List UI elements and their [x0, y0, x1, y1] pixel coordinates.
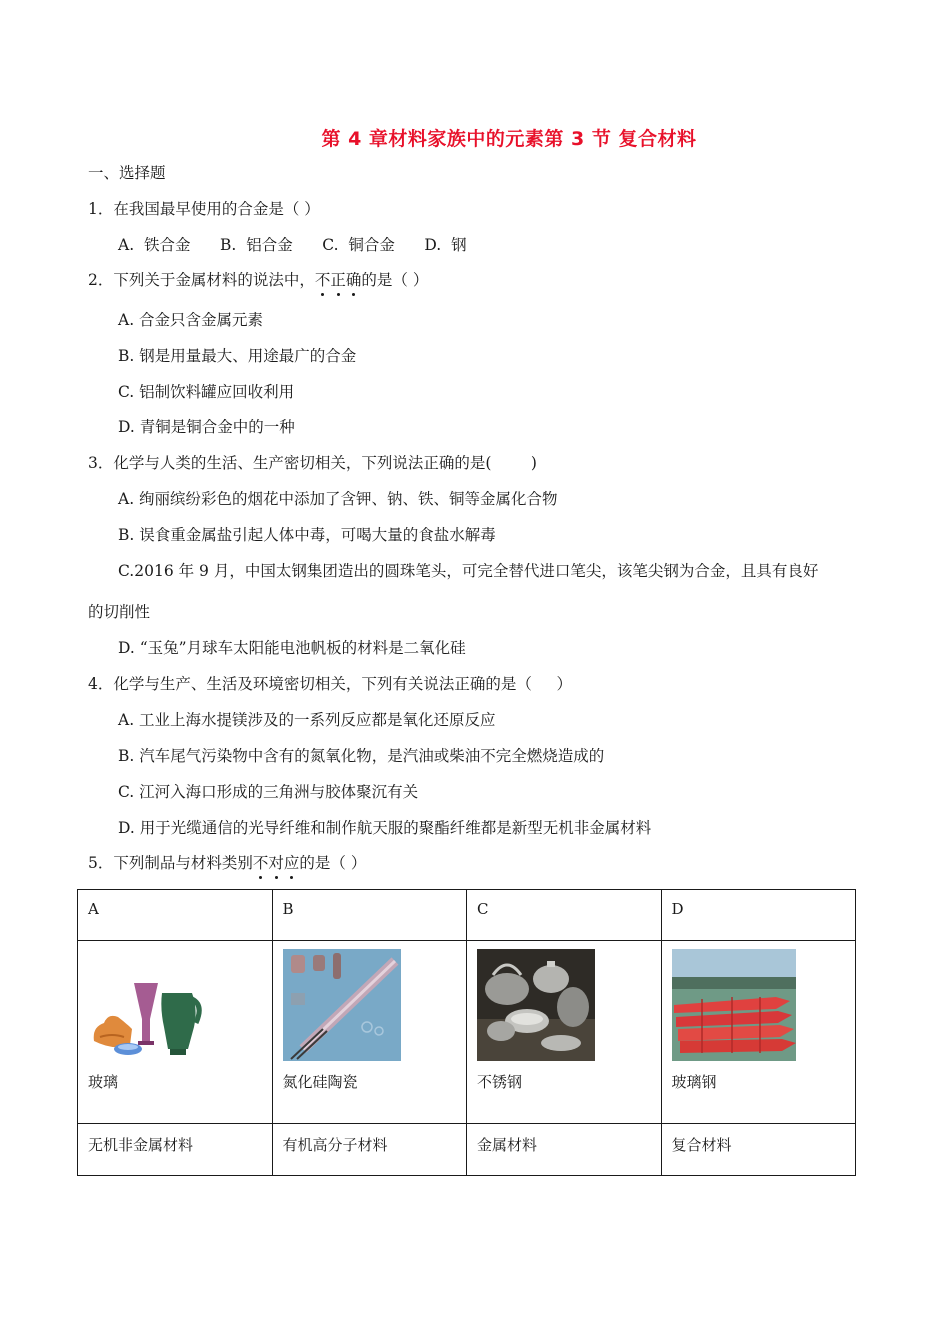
table-cell [272, 941, 467, 1124]
table-cell: 无机非金属材料 [78, 1124, 273, 1176]
emphasis-char: 正 [330, 271, 346, 289]
table-cell [661, 941, 856, 1124]
silicon-nitride-ceramic-image [283, 949, 401, 1061]
product-name: 玻璃钢 [671, 1073, 717, 1091]
question-2-stem-pre: 2．下列关于金属材料的说法中， [88, 271, 315, 289]
product-name: 不锈钢 [477, 1073, 523, 1091]
table-header-row [78, 890, 856, 941]
question-4-stem: 4．化学与生产、生活及环境密切相关，下列有关说法正确的是（ ） [88, 675, 572, 693]
emphasis-char: 应 [283, 854, 300, 872]
materials-table [77, 889, 856, 1176]
question-4-option-c: C. 江河入海口形成的三角洲与胶体聚沉有关 [118, 783, 419, 801]
emphasis-char: 对 [268, 854, 284, 872]
question-5-stem-post: 的是（ ） [299, 854, 367, 872]
question-2-stem-post: 的是（ ） [361, 271, 429, 289]
question-3-option-c-continued: 的切削性 [88, 603, 151, 621]
table-product-row [78, 941, 856, 1124]
table-header-cell: C [467, 890, 662, 941]
question-5-stem [88, 852, 366, 874]
question-1-options: A. 铁合金 B. 铝合金 C. 铜合金 D. 钢 [118, 236, 467, 254]
table-header-cell: B [272, 890, 467, 941]
question-4-option-d: D. 用于光缆通信的光导纤维和制作航天服的聚酯纤维都是新型无机非金属材料 [118, 819, 652, 837]
fiberglass-boats-image [672, 949, 796, 1061]
question-3-option-d: D. “玉兔”月球车太阳能电池帆板的材料是二氧化硅 [118, 639, 466, 657]
question-2-stem [88, 269, 428, 291]
glassware-image [88, 979, 206, 1061]
question-3-option-b: B. 误食重金属盐引起人体中毒，可喝大量的食盐水解毒 [118, 526, 496, 544]
table-cell: 金属材料 [467, 1124, 662, 1176]
table-header-cell: A [78, 890, 273, 941]
question-2-option-a: A. 合金只含金属元素 [118, 311, 264, 329]
emphasis-char: 确 [345, 271, 362, 289]
table-cell: 复合材料 [661, 1124, 856, 1176]
table-cell [78, 941, 273, 1124]
question-3-option-a: A. 绚丽缤纷彩色的烟花中添加了含钾、钠、铁、铜等金属化合物 [118, 490, 558, 508]
question-3-stem: 3．化学与人类的生活、生产密切相关，下列说法正确的是( ) [88, 454, 537, 472]
question-2-option-c: C. 铝制饮料罐应回收利用 [118, 383, 295, 401]
product-name: 玻璃 [88, 1073, 119, 1091]
emphasis-char: 不 [252, 854, 269, 872]
question-4-option-a: A. 工业上海水提镁涉及的一系列反应都是氧化还原反应 [118, 711, 496, 729]
page-title: 第 4 章材料家族中的元素第 3 节 复合材料 [321, 128, 697, 150]
table-cell: 有机高分子材料 [272, 1124, 467, 1176]
question-3-option-c: C.2016 年 9 月，中国太钢集团造出的圆珠笔头，可完全替代进口笔尖，该笔尖钢为合金，且具有良好 [118, 562, 819, 580]
section-heading: 一、选择题 [88, 164, 166, 182]
question-1-stem: 1．在我国最早使用的合金是（ ） [88, 200, 320, 218]
question-5-stem-pre: 5．下列制品与材料类别 [88, 854, 253, 872]
question-4-option-b: B. 汽车尾气污染物中含有的氮氧化物，是汽油或柴油不完全燃烧造成的 [118, 747, 605, 765]
question-2-option-d: D. 青铜是铜合金中的一种 [118, 418, 295, 436]
table-header-cell: D [661, 890, 856, 941]
product-name: 氮化硅陶瓷 [282, 1073, 358, 1091]
table-class-row [78, 1124, 856, 1176]
stainless-steel-image [477, 949, 595, 1061]
question-2-option-b: B. 钢是用量最大、用途最广的合金 [118, 347, 357, 365]
emphasis-char: 不 [314, 271, 331, 289]
table-cell [467, 941, 662, 1124]
